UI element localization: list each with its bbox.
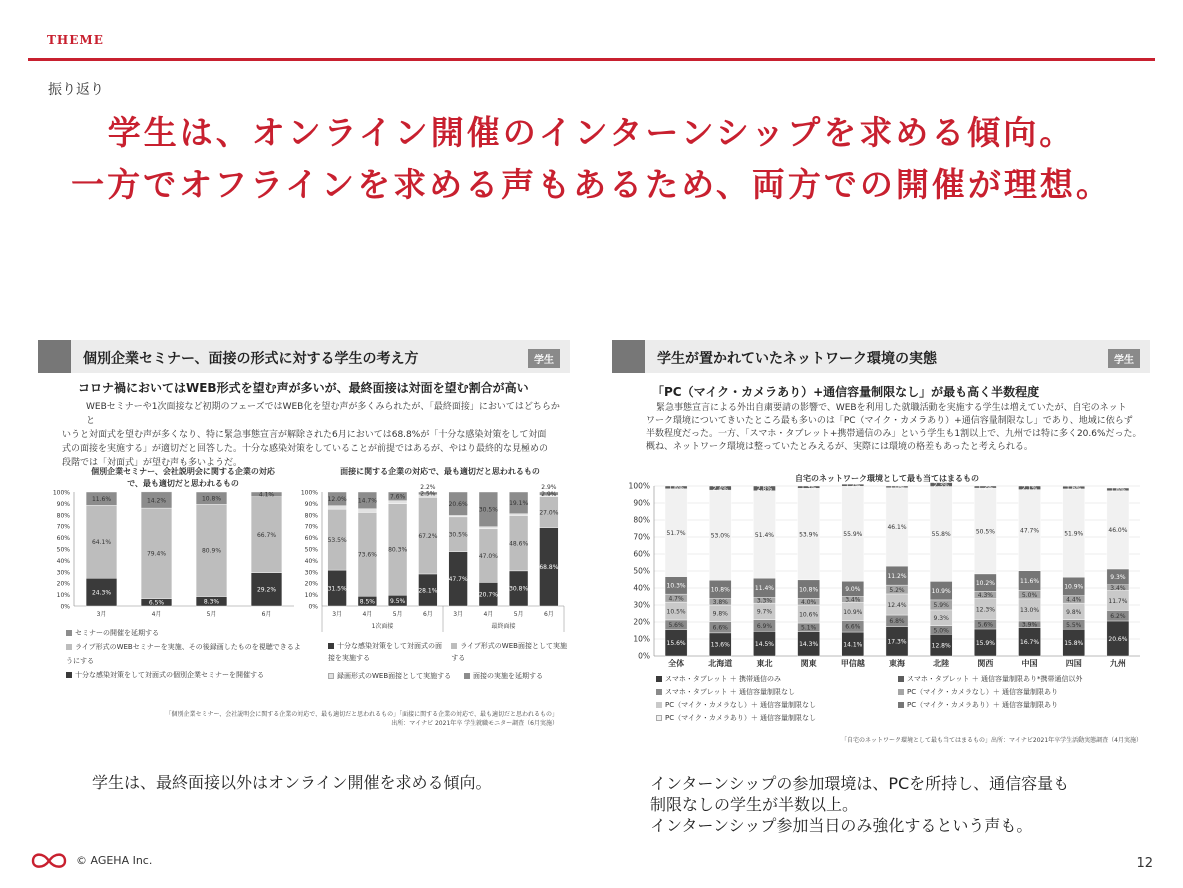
data-label: 12.4% [887, 601, 907, 609]
x-tick-label: 3月 [96, 611, 107, 618]
data-label: 27.0% [539, 509, 559, 517]
data-label: 30.8% [509, 585, 529, 593]
data-label: 4.3% [977, 592, 993, 600]
y-tick-label: 10% [633, 634, 650, 644]
seminar-chart-legend [66, 626, 306, 682]
legend-label: PC（マイク・カメラあり）＋ 通信容量制限あり [907, 701, 1059, 709]
data-label: 46.0% [1108, 527, 1128, 535]
data-label: 17.3% [887, 638, 907, 646]
legend-row [656, 699, 1146, 712]
headline [0, 107, 1183, 211]
legend-item [66, 626, 306, 640]
data-label: 6.9% [756, 622, 773, 630]
legend-label: スマホ・タブレット ＋ 通信容量制限あり*携帯通信以外 [907, 675, 1083, 683]
legend-item [451, 640, 568, 664]
legend-swatch [66, 644, 72, 650]
x-tick-label: 東北 [756, 659, 773, 668]
legend-label: 録画形式のWEB面接として実施する [337, 672, 452, 680]
interview-chart-title [320, 466, 560, 478]
right-panel-source: 「自宅のネットワーク環境として最も当てはまるもの」出所：マイナビ2021年卒学生活動実態調査（4月実施） [841, 737, 1142, 744]
data-label: 51.7% [666, 529, 686, 537]
data-label: 53.9% [799, 531, 819, 539]
data-label: 1.2% [977, 484, 993, 492]
data-label: 9.3% [933, 615, 949, 623]
data-label: 10.3% [666, 582, 686, 590]
headline-line-2: 一方でオフラインを求める声もあるため、両方での開催が理想。 [71, 165, 1112, 204]
legend-item [328, 670, 456, 682]
data-label: 80.3% [388, 546, 408, 554]
y-tick-label: 70% [304, 523, 318, 531]
legend-row [656, 712, 1146, 725]
legend-row [328, 670, 568, 682]
legend-label: PC（マイク・カメラあり）＋ 通信容量制限なし [665, 714, 817, 722]
data-label: 10.2% [975, 579, 995, 587]
data-label: 55.8% [931, 531, 951, 539]
data-label: 5.5% [1066, 621, 1082, 629]
source-line: 「個別企業セミナー、会社説明会に関する企業の対応で、最も適切だと思われるもの」「面接に関する企業の対応で、最も適切だと思われるもの」 [165, 711, 558, 718]
y-tick-label: 10% [304, 592, 318, 600]
legend-row [328, 640, 568, 664]
y-tick-label: 0% [638, 651, 650, 661]
data-label: 16.7% [1020, 639, 1040, 647]
y-tick-label: 60% [56, 535, 70, 543]
y-tick-label: 80% [304, 512, 318, 520]
y-tick-label: 80% [633, 515, 650, 525]
data-label: 10.5% [666, 608, 686, 616]
theme-divider [28, 58, 1155, 61]
header-mark [612, 340, 645, 373]
body-line: 式の面接を実施する」が適切だと回答した。十分な感染対策をしていることが前提ではあるが、やはり最終的な見極めの [62, 444, 549, 454]
legend-row [656, 673, 1146, 686]
x-tick-label: 5月 [392, 611, 403, 618]
data-label: 9.7% [756, 608, 773, 616]
data-label: 2.9% [541, 490, 557, 498]
data-label: 15.6% [666, 640, 686, 648]
data-label: 7.6% [390, 493, 406, 501]
y-tick-label: 30% [633, 600, 650, 610]
theme-label: THEME [47, 33, 104, 47]
data-label: 3.8% [712, 599, 728, 607]
right-caption [650, 773, 1069, 836]
data-label: 4.7% [668, 595, 684, 603]
y-tick-label: 40% [633, 583, 650, 593]
group-label: 最終面接 [491, 623, 516, 630]
legend-swatch [328, 643, 334, 649]
source-line: 出所：マイナビ 2021年卒 学生就職モニター調査（6月実施） [391, 720, 558, 727]
y-tick-label: 100% [300, 489, 318, 497]
data-label: 11.6% [91, 495, 112, 503]
data-label: 5.6% [977, 621, 993, 629]
y-tick-label: 0% [308, 603, 318, 611]
body-line: 段階では「対面式」が望む声も多いようだ。 [62, 458, 243, 468]
data-label: 73.6% [357, 551, 377, 559]
y-tick-label: 100% [52, 489, 70, 497]
legend-label: スマホ・タブレット ＋ 携帯通信のみ [665, 675, 781, 683]
legend-label: ライブ形式のWEB面接として実施する [451, 642, 567, 662]
data-label: 3.9% [1021, 621, 1038, 629]
bar-segment [449, 515, 468, 516]
chart-title-line: 個別企業セミナー、会社説明会に関する企業の対応 [91, 467, 275, 476]
x-tick-label: 3月 [332, 611, 343, 618]
data-label: 14.7% [357, 497, 377, 505]
data-label: 2.2% [420, 484, 436, 491]
left-caption: 学生は、最終面接以外はオンライン開催を求める傾向。 [92, 773, 492, 792]
data-label: 20.6% [448, 501, 468, 509]
data-label: 10.9% [1064, 583, 1084, 591]
data-label: 9.5% [390, 597, 406, 605]
data-label: 9.0% [845, 586, 861, 594]
caption-line: 制限なしの学生が半数以上。 [650, 795, 859, 814]
data-label: 5.0% [1021, 591, 1038, 599]
left-panel-subhead: コロナ禍においてはWEB形式を望む声が多いが、最終面接は対面を望む割合が高い [78, 381, 529, 395]
data-label: 30.5% [478, 506, 498, 514]
data-label: 11.7% [1108, 597, 1128, 605]
data-label: 29.2% [256, 586, 277, 594]
data-label: 2.5% [420, 490, 436, 498]
data-label: 1.6% [1066, 484, 1082, 492]
data-label: 10.8% [201, 495, 222, 503]
y-tick-label: 40% [304, 557, 318, 565]
data-label: 12.3% [975, 606, 995, 614]
y-tick-label: 50% [304, 546, 318, 554]
headline-line-1: 学生は、オンライン開催のインターンシップを求める傾向。 [107, 113, 1076, 152]
data-label: 53.0% [710, 532, 730, 540]
data-label: 12.8% [931, 642, 951, 650]
data-label: 47.7% [448, 576, 468, 584]
ageha-logo-icon [30, 848, 68, 872]
data-label: 11.6% [1020, 577, 1040, 585]
body-line: 緊急事態宣言による外出自粛要請の影響で、WEBを利用した就職活動を実施する学生は増えていたが、自宅のネット [656, 403, 1127, 413]
data-label: 10.6% [799, 611, 819, 619]
data-label: 1.0% [889, 484, 905, 492]
y-tick-label: 90% [633, 498, 650, 508]
legend-swatch [656, 702, 662, 708]
data-label: 20.7% [478, 591, 498, 599]
legend-swatch [898, 689, 904, 695]
x-tick-label: 3月 [453, 611, 464, 618]
bar-segment [509, 514, 528, 516]
legend-swatch [656, 715, 662, 721]
data-label: 2.8% [756, 485, 773, 493]
right-panel-title: 学生が置かれていたネットワーク環境の実態 [657, 351, 937, 367]
left-report-panel [38, 340, 570, 745]
legend-swatch [66, 630, 72, 636]
x-tick-label: 6月 [422, 611, 433, 618]
data-label: 5.0% [933, 627, 949, 635]
legend-item [328, 640, 443, 664]
data-label: 24.3% [91, 589, 112, 597]
left-panel-title: 個別企業セミナー、面接の形式に対する学生の考え方 [83, 351, 419, 367]
data-label: 8.3% [203, 598, 220, 606]
data-label: 47.0% [478, 552, 498, 560]
right-panel-body [646, 402, 1146, 454]
data-label: 79.4% [146, 550, 167, 558]
seminar-chart-title [78, 466, 288, 490]
data-label: 19.1% [509, 500, 529, 508]
x-tick-label: 関東 [800, 659, 817, 668]
data-label: 3.4% [1110, 584, 1126, 592]
legend-label: セミナーの開催を延期する [75, 629, 159, 637]
left-panel-tag: 学生 [528, 349, 560, 368]
data-label: 3.4% [845, 596, 861, 604]
data-label: 2.9% [541, 484, 557, 491]
body-line: いうと対面式を望む声が多くなり、特に緊急事態宣言が解除された6月においては68.8%が「十分な感染対策をして対面 [62, 430, 547, 440]
bar-segment [388, 501, 407, 504]
y-tick-label: 60% [304, 535, 318, 543]
chart-title-line: 面接に関する企業の対応で、最も適切だと思われるもの [340, 467, 540, 476]
body-line: 半数程度だった。一方、「スマホ・タブレット+携帯通信のみ」という学生も1割以上で、九州では特に多く20.6%だった。 [646, 429, 1142, 439]
bar-segment [328, 506, 347, 509]
legend-swatch [451, 643, 457, 649]
legend-item [898, 673, 1082, 686]
legend-swatch [898, 676, 904, 682]
data-label: 50.5% [975, 528, 995, 536]
interview-chart-legend [328, 640, 568, 682]
data-label: 2.3% [933, 482, 949, 489]
data-label: 15.8% [1064, 639, 1084, 647]
data-label: 8.5% [359, 598, 375, 606]
y-tick-label: 30% [304, 569, 318, 577]
bar-segment [358, 509, 377, 513]
data-label: 6.5% [148, 599, 165, 607]
data-label: 9.3% [1110, 574, 1126, 582]
data-label: 64.1% [91, 539, 112, 547]
x-tick-label: 北陸 [933, 659, 950, 668]
x-tick-label: 5月 [206, 611, 217, 618]
network-chart-legend [656, 673, 1146, 725]
y-tick-label: 20% [56, 580, 70, 588]
data-label: 12.0% [327, 496, 347, 504]
network-environment-chart [620, 482, 1148, 672]
data-label: 20.6% [1108, 635, 1128, 643]
y-tick-label: 50% [633, 566, 650, 576]
data-label: 1.2% [845, 482, 861, 490]
y-tick-label: 60% [633, 549, 650, 559]
y-tick-label: 90% [56, 500, 70, 508]
data-label: 46.1% [887, 524, 907, 532]
x-tick-label: 4月 [151, 611, 162, 618]
y-tick-label: 70% [633, 532, 650, 542]
data-label: 1.6% [1110, 486, 1126, 494]
copyright: © AGEHA Inc. [76, 854, 153, 867]
data-label: 67.2% [418, 532, 438, 540]
data-label: 13.6% [710, 641, 730, 649]
eyebrow: 振り返り [48, 82, 104, 98]
data-label: 14.5% [754, 640, 774, 648]
legend-label: スマホ・タブレット ＋ 通信容量制限なし [665, 688, 795, 696]
data-label: 9.8% [712, 610, 728, 618]
seminar-format-chart [52, 488, 300, 620]
legend-swatch [328, 673, 334, 679]
data-label: 80.9% [201, 547, 222, 555]
legend-item [66, 640, 306, 668]
data-label: 5.9% [933, 602, 949, 610]
y-tick-label: 20% [304, 580, 318, 588]
legend-item [898, 699, 1058, 712]
legend-swatch [464, 673, 470, 679]
body-line: 概ね、ネットワーク環境は整っていたとみえるが、実際には環境の格差もあったと考えられる。 [646, 442, 1033, 452]
data-label: 51.4% [754, 531, 774, 539]
data-label: 2.4% [712, 485, 728, 493]
data-label: 1.3% [801, 484, 817, 492]
body-line: ワーク環境についてきいたところ最も多いのは「PC（マイク・カメラあり）+通信容量制限なし」であり、地域に依らず [646, 416, 1133, 426]
caption-line: インターンシップの参加環境は、PCを所持し、通信容量も [650, 774, 1070, 793]
legend-item [656, 673, 898, 686]
legend-item [898, 686, 1058, 699]
data-label: 9.8% [1066, 608, 1082, 616]
data-label: 10.9% [931, 587, 951, 595]
y-tick-label: 20% [633, 617, 650, 627]
data-label: 68.8% [539, 564, 559, 572]
x-tick-label: 九州 [1109, 659, 1126, 668]
data-label: 55.9% [843, 530, 863, 538]
data-label: 4.0% [801, 598, 817, 606]
left-panel-body [62, 400, 562, 470]
right-panel-header [612, 340, 1150, 373]
data-label: 13.0% [1020, 607, 1040, 615]
x-tick-label: 5月 [513, 611, 524, 618]
x-tick-label: 全体 [668, 659, 685, 668]
legend-label: 面接の実施を延期する [473, 672, 543, 680]
data-label: 6.8% [889, 618, 905, 626]
data-label: 15.9% [975, 639, 995, 647]
data-label: 5.1% [801, 624, 817, 632]
x-tick-label: 6月 [261, 611, 272, 618]
data-label: 1.6% [668, 484, 684, 492]
right-panel-subhead: 「PC（マイク・カメラあり）+通信容量制限なし」が最も高く半数程度 [652, 385, 1040, 399]
legend-item [66, 668, 306, 682]
x-tick-label: 4月 [362, 611, 373, 618]
data-label: 5.2% [889, 586, 905, 594]
legend-item [464, 670, 543, 682]
data-label: 47.7% [1020, 527, 1040, 535]
bar-segment [479, 527, 498, 529]
legend-row [656, 686, 1146, 699]
y-tick-label: 80% [56, 512, 70, 520]
data-label: 4.4% [1066, 596, 1082, 604]
data-label: 53.5% [327, 536, 347, 544]
y-tick-label: 100% [628, 482, 650, 491]
left-panel-source [38, 710, 558, 728]
data-label: 28.1% [418, 587, 438, 595]
data-label: 14.2% [146, 497, 167, 505]
caption-line: インターンシップ参加当日のみ強化するという声も。 [650, 816, 1033, 835]
data-label: 6.6% [712, 624, 728, 632]
y-tick-label: 40% [56, 557, 70, 565]
legend-label: PC（マイク・カメラなし）＋ 通信容量制限なし [665, 701, 817, 709]
data-label: 3.3% [756, 597, 773, 605]
x-tick-label: 6月 [543, 611, 554, 618]
data-label: 51.9% [1064, 530, 1084, 538]
y-tick-label: 0% [60, 603, 70, 611]
data-label: 48.6% [509, 540, 529, 548]
left-panel-header [38, 340, 570, 373]
data-label: 5.6% [668, 622, 684, 630]
x-tick-label: 東海 [889, 659, 905, 668]
x-tick-label: 関西 [977, 659, 994, 668]
legend-swatch [898, 702, 904, 708]
legend-label: PC（マイク・カメラなし）＋ 通信容量制限あり [907, 688, 1059, 696]
legend-label: 十分な感染対策をして対面式の面接を実施する [328, 642, 442, 662]
data-label: 31.5% [327, 585, 347, 593]
legend-swatch [656, 689, 662, 695]
x-tick-label: 4月 [483, 611, 494, 618]
right-report-panel [612, 340, 1150, 745]
data-label: 11.4% [754, 585, 774, 593]
y-tick-label: 10% [56, 592, 70, 600]
legend-label: 十分な感染対策をして対面式の個別企業セミナーを開催する [75, 671, 264, 679]
legend-label: ライブ形式のWEBセミナーを実施、その後録画したものを視聴できるようにする [66, 643, 301, 665]
y-tick-label: 70% [56, 523, 70, 531]
data-label: 66.7% [256, 531, 277, 539]
data-label: 4.1% [258, 491, 275, 499]
legend-swatch [66, 672, 72, 678]
x-tick-label: 北海道 [708, 659, 733, 668]
legend-item [656, 699, 898, 712]
y-tick-label: 90% [304, 500, 318, 508]
data-label: 10.8% [799, 586, 819, 594]
legend-item [656, 712, 898, 725]
x-tick-label: 甲信越 [840, 659, 865, 668]
data-label: 2.1% [1021, 485, 1038, 493]
legend-item [656, 686, 898, 699]
data-label: 10.9% [843, 608, 863, 616]
data-label: 14.1% [843, 641, 863, 649]
chart-title-line: で、最も適切だと思われるもの [127, 479, 239, 488]
x-tick-label: 中国 [1021, 659, 1038, 668]
y-tick-label: 50% [56, 546, 70, 554]
right-panel-tag: 学生 [1108, 349, 1140, 368]
data-label: 6.6% [845, 623, 861, 631]
y-tick-label: 30% [56, 569, 70, 577]
network-chart-title: 自宅のネットワーク環境として最も当てはまるもの [795, 474, 979, 483]
data-label: 11.2% [887, 572, 907, 580]
legend-swatch [656, 676, 662, 682]
data-label: 14.3% [799, 641, 819, 649]
data-label: 30.5% [448, 531, 468, 539]
group-label: 1次面接 [371, 623, 394, 630]
body-line: WEBセミナーや1次面接など初期のフェーズではWEB化を望む声が多くみられたが、「最終面接」においてはどちらかと [86, 402, 560, 426]
interview-format-chart [300, 480, 568, 632]
data-label: 6.2% [1110, 613, 1126, 621]
page-number: 12 [1136, 856, 1153, 871]
x-tick-label: 四国 [1065, 659, 1082, 668]
header-mark [38, 340, 71, 373]
data-label: 10.8% [710, 586, 730, 594]
